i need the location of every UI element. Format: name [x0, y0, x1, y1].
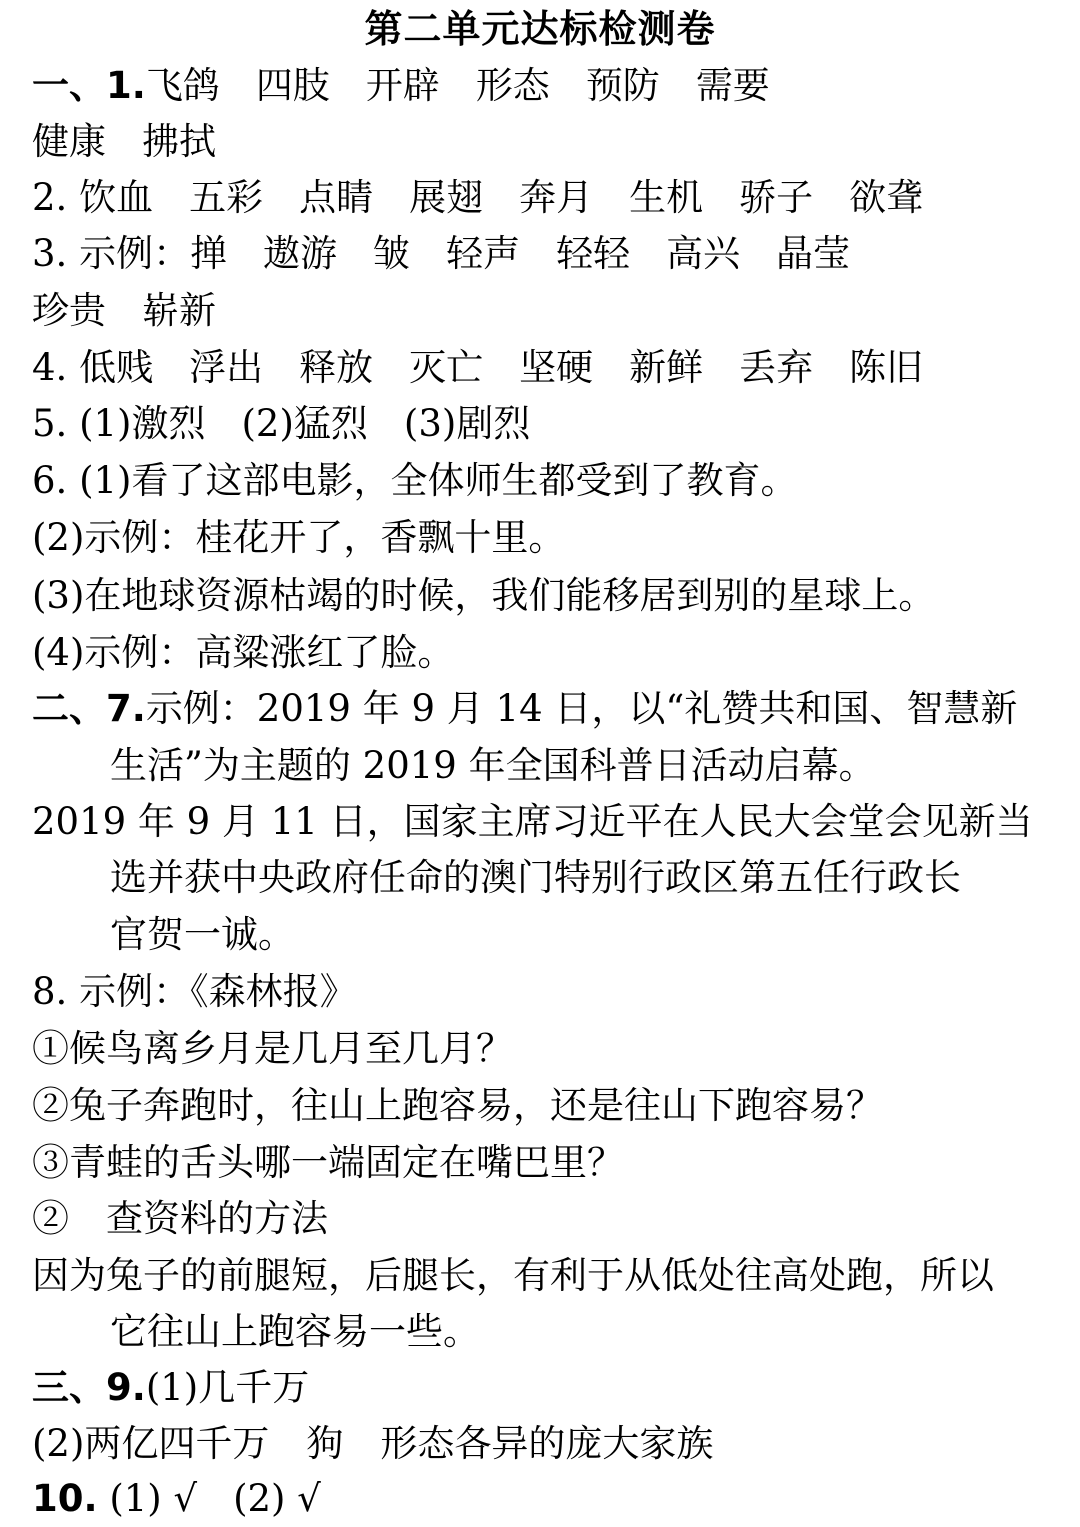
- q4-word: 灭亡: [409, 346, 484, 389]
- q4-word: 新鲜: [629, 346, 704, 389]
- q7-line-4: [110, 853, 1060, 903]
- q5-item: (3)剧烈: [403, 402, 531, 445]
- q5-line: [32, 399, 1060, 449]
- q7-line-5: [110, 910, 1060, 960]
- q1-word: 开辟: [365, 64, 440, 107]
- section-1-label: 一、: [32, 64, 106, 107]
- q8-text: ②兔子奔跑时，往山上跑容易，还是往山下跑容易？: [32, 1084, 883, 1127]
- q7-line-1: [32, 684, 1060, 734]
- q4-word: 浮出: [189, 346, 264, 389]
- q1-word: 拂拭: [142, 120, 216, 163]
- q8-text: 示例：《森林报》: [79, 970, 357, 1013]
- q1-word: 健康: [32, 120, 106, 163]
- q6-item: (4)示例：高粱涨红了脸。: [32, 631, 455, 674]
- q9-line-1: [32, 1363, 1060, 1413]
- q8-text: ② 查资料的方法: [32, 1197, 328, 1240]
- q3-number: 3.: [32, 232, 68, 275]
- q8-line-5: [32, 1194, 1060, 1244]
- q3-word: 遨游: [263, 232, 338, 275]
- q6-line-4: [32, 628, 1060, 678]
- q7-line-3: [32, 797, 1060, 847]
- q6-item: (1)看了这部电影，全体师生都受到了教育。: [79, 459, 798, 502]
- q9-line-2: [32, 1419, 1060, 1469]
- q6-number: 6.: [32, 459, 68, 502]
- q8-line-4: [32, 1138, 1060, 1188]
- q6-line-1: [32, 456, 1060, 506]
- q3-prefix: 示例：: [79, 232, 191, 275]
- q7-number: 7.: [106, 687, 146, 730]
- q6-line-2: [32, 513, 1060, 563]
- q3-line-2: [32, 286, 1060, 336]
- q10-item: (2) √: [233, 1477, 321, 1520]
- q3-word: 轻声: [446, 232, 521, 275]
- section-3-label: 三、: [32, 1366, 106, 1409]
- q10-item: (1) √: [109, 1477, 198, 1520]
- q7-line-2: [110, 741, 1060, 791]
- q9-number: 9.: [106, 1366, 146, 1409]
- q5-item: (1)激烈: [79, 402, 206, 445]
- q7-text: 官贺一诚。: [110, 913, 295, 956]
- q8-line-3: [32, 1081, 1060, 1131]
- q6-item: (2)示例：桂花开了，香飘十里。: [32, 516, 566, 559]
- q2-word: 点睛: [299, 176, 374, 219]
- q1-word: 四肢: [255, 64, 330, 107]
- q6-item: (3)在地球资源枯竭的时候，我们能移居到别的星球上。: [32, 574, 936, 617]
- q5-number: 5.: [32, 402, 68, 445]
- q4-word: 陈旧: [849, 346, 924, 389]
- q1-word: 预防: [585, 64, 660, 107]
- q4-word: 低贱: [79, 346, 154, 389]
- q8-text: 因为兔子的前腿短，后腿长，有利于从低处往高处跑，所以: [32, 1254, 994, 1297]
- q2-line: [32, 173, 1060, 223]
- q3-word: 轻轻: [556, 232, 631, 275]
- q4-word: 丢弃: [739, 346, 814, 389]
- q3-word: 皱: [373, 232, 411, 275]
- q2-number: 2.: [32, 176, 68, 219]
- q8-line-2: [32, 1024, 1060, 1074]
- q8-text: ①候鸟离乡月是几月至几月？: [32, 1027, 513, 1070]
- q9-text: (2)两亿四千万 狗 形态各异的庞大家族: [32, 1422, 714, 1465]
- q10-number: 10.: [32, 1477, 98, 1520]
- q4-line: [32, 343, 1060, 393]
- q4-number: 4.: [32, 346, 68, 389]
- q8-number: 8.: [32, 970, 68, 1013]
- q8-line-6: [32, 1251, 1060, 1301]
- q4-word: 释放: [299, 346, 374, 389]
- q1-word: 形态: [475, 64, 550, 107]
- q2-word: 五彩: [189, 176, 264, 219]
- q1-number: 1.: [106, 64, 146, 107]
- q8-text: 它往山上跑容易一些。: [110, 1310, 480, 1353]
- q3-word: 高兴: [666, 232, 741, 275]
- q6-line-3: [32, 571, 1060, 621]
- q2-word: 骄子: [739, 176, 814, 219]
- section-2-label: 二、: [32, 687, 106, 730]
- q2-word: 欲聋: [849, 176, 924, 219]
- q7-text: 2019 年 9 月 11 日，国家主席习近平在人民大会堂会见新当: [32, 800, 1033, 843]
- page-title: 第二单元达标检测卷: [364, 7, 716, 51]
- q5-item: (2)猛烈: [241, 402, 368, 445]
- q2-word: 奔月: [519, 176, 594, 219]
- q1-word: 需要: [695, 64, 770, 107]
- q3-word: 掸: [190, 232, 228, 275]
- q1-line-1: [32, 61, 1060, 111]
- q1-word: 飞鸽: [145, 64, 220, 107]
- q2-word: 展翅: [409, 176, 484, 219]
- q3-line-1: [32, 229, 1060, 279]
- q8-text: ③青蛙的舌头哪一端固定在嘴巴里？: [32, 1141, 624, 1184]
- q9-text: (1)几千万: [145, 1366, 310, 1409]
- q7-text: 示例：2019 年 9 月 14 日，以“礼赞共和国、智慧新: [145, 687, 1018, 730]
- q7-text: 生活”为主题的 2019 年全国科普日活动启幕。: [110, 744, 876, 787]
- q1-line-2: [32, 117, 1060, 167]
- q3-word: 珍贵: [32, 289, 106, 332]
- q3-word: 崭新: [142, 289, 216, 332]
- q10-line: [32, 1474, 1060, 1524]
- q7-text: 选并获中央政府任命的澳门特别行政区第五任行政长: [110, 856, 961, 899]
- q2-word: 饮血: [79, 176, 154, 219]
- q8-line-1: [32, 967, 1060, 1017]
- q3-word: 晶莹: [776, 232, 851, 275]
- q8-line-7: [110, 1307, 1060, 1357]
- q2-word: 生机: [629, 176, 704, 219]
- q4-word: 坚硬: [519, 346, 594, 389]
